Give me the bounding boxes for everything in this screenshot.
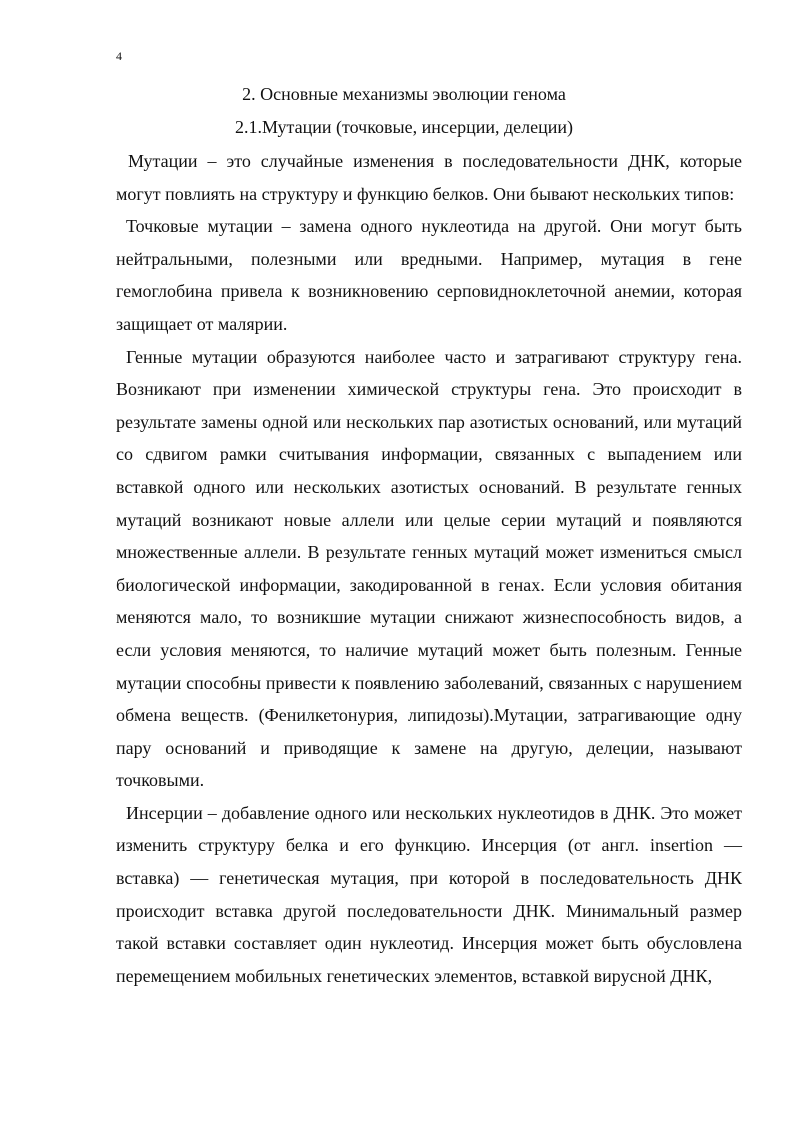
subsection-heading: 2.1.Мутации (точковые, инсерции, делеции) [234,117,574,137]
paragraph-gene-mutations: Генные мутации образуются наиболее часто и затрагивают структуру гена. Возникают при изменении химической структуры гена. Это происходит в результате замены одной или нескольких пар азотистых оснований, или мутаций со сдвигом рамки считывания информации, связанных с выпадением или вставкой одного или нескольких азотистых оснований. В результате генных мутаций возникают новые аллели или целые серии мутаций и появляются множественные аллели. В результате генных мутаций может измениться смысл биологической информации, закодированной в генах. Если условия обитания меняются мало, то возникшие мутации снижают жизнеспособность видов, а если условия меняются, то наличие мутаций может быть полезным. Генные мутации способны привести к появлению заболеваний, связанных с нарушением обмена веществ. (Фенилкетонурия, липидозы).Мутации, затрагивающие одну пару оснований и приводящие к замене на другую, делеции, называют точковыми. [116,346,742,791]
body-text [116,145,742,992]
paragraph-insertions: Инсерции – добавление одного или нескольких нуклеотидов в ДНК. Это может изменить структуру белка и его функцию. Инсерция (от англ. insertion — вставка) — генетическая мутация, при которой в последовательность ДНК происходит вставка другой последовательности ДНК. Минимальный размер такой вставки составляет один нуклеотид. Инсерция может быть обусловлена перемещением мобильных генетических элементов, вставкой вирусной ДНК, [116,802,742,986]
paragraph-point-mutations: Точковые мутации – замена одного нуклеотида на другой. Они могут быть нейтральными, полезными или вредными. Например, мутация в гене гемоглобина привела к возникновению серповидноклеточной анемии, которая защищает от малярии. [116,216,742,334]
page-number: 4 [116,49,122,63]
paragraph-mutations-intro: Мутации – это случайные изменения в последовательности ДНК, которые могут повлиять на структуру и функцию белков. Они бывают нескольких типов: [116,151,742,204]
section-heading: 2. Основные механизмы эволюции генома [242,84,566,104]
